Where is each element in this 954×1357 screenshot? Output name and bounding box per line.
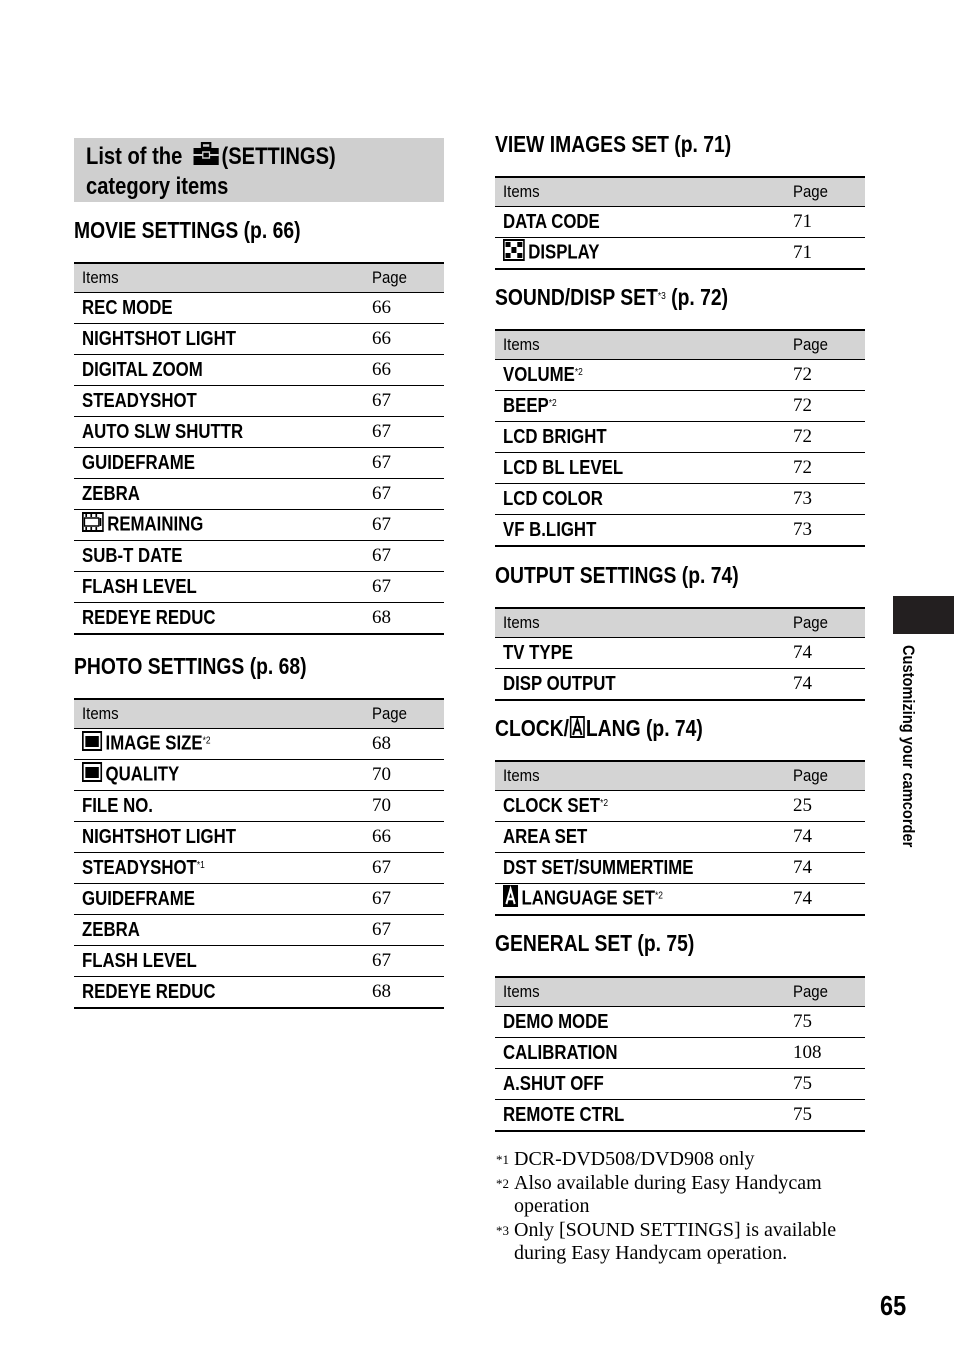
title-text-2: (SETTINGS) xyxy=(221,142,336,170)
item-label: QUALITY xyxy=(105,763,180,786)
item-label: NIGHTSHOT LIGHT xyxy=(82,825,236,848)
item-label: DISP OUTPUT xyxy=(503,672,616,695)
item-label: LCD BL LEVEL xyxy=(503,456,624,479)
item-label: FLASH LEVEL xyxy=(82,949,197,972)
item-label: AREA SET xyxy=(503,825,588,848)
view-images-section xyxy=(495,129,865,270)
page-cell: 66 xyxy=(364,822,444,853)
item-cell xyxy=(74,510,364,541)
item-cell xyxy=(74,448,364,479)
photo-settings-section xyxy=(74,651,444,1009)
column-header-items: Items xyxy=(74,699,364,729)
output-settings-heading: OUTPUT SETTINGS (p. 74) xyxy=(495,562,739,588)
item-cell xyxy=(495,1038,785,1069)
column-header-page: Page xyxy=(785,761,865,791)
page-cell: 75 xyxy=(785,1100,865,1132)
page-cell: 66 xyxy=(364,293,444,324)
column-header-items: Items xyxy=(495,977,785,1007)
item-cell xyxy=(495,453,785,484)
item-cell xyxy=(495,207,785,238)
movie-settings-heading: MOVIE SETTINGS (p. 66) xyxy=(74,217,301,243)
item-cell xyxy=(74,977,364,1009)
item-cell xyxy=(74,760,364,791)
item-cell xyxy=(74,386,364,417)
page-cell: 74 xyxy=(785,853,865,884)
page-cell: 75 xyxy=(785,1007,865,1038)
item-cell xyxy=(495,884,785,916)
page-cell: 67 xyxy=(364,448,444,479)
item-cell xyxy=(495,1007,785,1038)
item-label: BEEP xyxy=(503,394,549,417)
item-cell xyxy=(495,1069,785,1100)
item-label: IMAGE SIZE xyxy=(105,732,203,755)
item-label: CALIBRATION xyxy=(503,1041,618,1064)
item-label: NIGHTSHOT LIGHT xyxy=(82,327,236,350)
table-row xyxy=(495,669,865,701)
column-header-page: Page xyxy=(364,699,444,729)
table-row xyxy=(495,1007,865,1038)
item-cell xyxy=(74,946,364,977)
column-header-page: Page xyxy=(785,608,865,638)
item-label: AUTO SLW SHUTTR xyxy=(82,420,244,443)
item-cell xyxy=(495,360,785,391)
page-cell: 71 xyxy=(785,238,865,270)
page-cell: 72 xyxy=(785,422,865,453)
table-row xyxy=(74,324,444,355)
table-row xyxy=(74,729,444,760)
photo-mode-icon xyxy=(82,731,102,757)
table-row xyxy=(74,853,444,884)
table-header-row xyxy=(495,761,865,791)
page-cell: 67 xyxy=(364,853,444,884)
page-cell: 67 xyxy=(364,915,444,946)
item-cell xyxy=(74,479,364,510)
table-row xyxy=(495,1100,865,1132)
output-settings-section xyxy=(495,560,865,701)
table-header-row xyxy=(495,177,865,207)
item-label: FLASH LEVEL xyxy=(82,575,197,598)
language-a-icon xyxy=(570,715,585,745)
table-row xyxy=(74,572,444,603)
table-row xyxy=(74,479,444,510)
page-cell: 67 xyxy=(364,479,444,510)
table-row xyxy=(495,1069,865,1100)
photo-settings-table xyxy=(74,698,444,1009)
item-label: DISPLAY xyxy=(528,241,600,264)
item-label: LCD COLOR xyxy=(503,487,603,510)
item-cell xyxy=(74,603,364,635)
clock-lang-section xyxy=(495,713,865,916)
table-row xyxy=(74,791,444,822)
item-cell xyxy=(74,355,364,386)
table-row xyxy=(74,884,444,915)
item-label: DST SET/SUMMERTIME xyxy=(503,856,694,879)
item-label: LANGUAGE SET xyxy=(521,887,655,910)
section-title-box xyxy=(74,138,444,202)
column-header-page: Page xyxy=(785,977,865,1007)
item-label: LCD BRIGHT xyxy=(503,425,607,448)
page-cell: 68 xyxy=(364,977,444,1009)
table-row xyxy=(495,391,865,422)
footnote-marker: *2 xyxy=(600,797,609,809)
table-row xyxy=(495,360,865,391)
page-cell: 67 xyxy=(364,417,444,448)
page-cell: 68 xyxy=(364,603,444,635)
page-cell: 74 xyxy=(785,884,865,916)
page-cell: 70 xyxy=(364,791,444,822)
item-label: GUIDEFRAME xyxy=(82,887,195,910)
item-label: REDEYE REDUC xyxy=(82,980,216,1003)
page-cell: 67 xyxy=(364,884,444,915)
table-header-row xyxy=(495,977,865,1007)
item-label: VOLUME xyxy=(503,363,575,386)
table-row xyxy=(74,603,444,635)
table-row xyxy=(495,453,865,484)
clock-lang-table xyxy=(495,760,865,916)
table-header-row xyxy=(74,263,444,293)
table-header-row xyxy=(74,699,444,729)
item-label: STEADYSHOT xyxy=(82,856,197,879)
item-cell xyxy=(74,791,364,822)
column-header-items: Items xyxy=(495,608,785,638)
item-label: A.SHUT OFF xyxy=(503,1072,604,1095)
item-label: REMOTE CTRL xyxy=(503,1103,625,1126)
table-row xyxy=(495,791,865,822)
item-label: FILE NO. xyxy=(82,794,153,817)
item-label: ZEBRA xyxy=(82,918,140,941)
item-cell xyxy=(495,822,785,853)
table-row xyxy=(74,417,444,448)
table-row xyxy=(495,238,865,270)
footnote-mark: *1 xyxy=(496,1152,509,1167)
page-cell: 72 xyxy=(785,453,865,484)
item-label: DATA CODE xyxy=(503,210,600,233)
item-label: GUIDEFRAME xyxy=(82,451,195,474)
page-cell: 66 xyxy=(364,355,444,386)
grid-display-icon xyxy=(503,239,525,267)
table-row xyxy=(495,638,865,669)
table-row xyxy=(74,293,444,324)
footnote-text: Also available during Easy Handycam operation xyxy=(514,1171,822,1217)
column-header-items: Items xyxy=(495,330,785,360)
page-cell: 67 xyxy=(364,386,444,417)
language-a-icon xyxy=(503,885,518,913)
item-cell xyxy=(74,853,364,884)
sound-disp-heading: SOUND/DISP SET$^{*3}$ (p. 72) xyxy=(495,284,729,310)
table-row xyxy=(495,207,865,238)
footnote-item xyxy=(496,1219,866,1266)
table-row xyxy=(495,822,865,853)
page-cell: 74 xyxy=(785,638,865,669)
sound-disp-section xyxy=(495,282,865,547)
page-cell: 67 xyxy=(364,510,444,541)
item-cell xyxy=(74,822,364,853)
table-header-row xyxy=(495,608,865,638)
item-label: VF B.LIGHT xyxy=(503,518,597,541)
photo-settings-heading: PHOTO SETTINGS (p. 68) xyxy=(74,653,307,679)
item-cell xyxy=(74,541,364,572)
film-strip-icon xyxy=(82,512,104,538)
page-cell: 70 xyxy=(364,760,444,791)
footnote-mark: *3 xyxy=(496,1222,509,1238)
general-set-section xyxy=(495,928,865,1132)
item-label: DEMO MODE xyxy=(503,1010,609,1033)
chapter-tab xyxy=(893,596,954,634)
table-row xyxy=(74,822,444,853)
table-row xyxy=(495,484,865,515)
page-cell: 72 xyxy=(785,360,865,391)
table-header-row xyxy=(495,330,865,360)
item-cell xyxy=(495,484,785,515)
item-cell xyxy=(74,324,364,355)
item-cell xyxy=(495,669,785,701)
item-cell xyxy=(495,238,785,270)
clock-lang-heading: CLOCK/ LANG (p. 74) xyxy=(495,713,806,743)
table-row xyxy=(74,510,444,541)
column-header-page: Page xyxy=(785,330,865,360)
page-cell: 67 xyxy=(364,541,444,572)
footnote-item xyxy=(496,1148,866,1172)
page-cell: 25 xyxy=(785,791,865,822)
chapter-side-label: Customizing your camcorder xyxy=(899,645,918,848)
footnote-text: Only [SOUND SETTINGS] is available during Easy Handycam operation. xyxy=(514,1218,837,1264)
footnote-marker: *1 xyxy=(196,859,205,871)
page-cell: 75 xyxy=(785,1069,865,1100)
page-cell: 74 xyxy=(785,669,865,701)
footnote-mark: *2 xyxy=(496,1175,509,1191)
page-cell: 108 xyxy=(785,1038,865,1069)
page-cell: 73 xyxy=(785,484,865,515)
table-row xyxy=(74,946,444,977)
view-images-table xyxy=(495,176,865,270)
page-cell: 74 xyxy=(785,822,865,853)
table-row xyxy=(74,541,444,572)
footnote-marker: *2 xyxy=(202,735,211,747)
page-cell: 71 xyxy=(785,207,865,238)
table-row xyxy=(495,422,865,453)
footnote-marker: *2 xyxy=(574,366,583,378)
item-label: STEADYSHOT xyxy=(82,389,197,412)
table-row xyxy=(74,448,444,479)
item-label: SUB-T DATE xyxy=(82,544,183,567)
toolbox-icon xyxy=(193,142,220,173)
item-label: DIGITAL ZOOM xyxy=(82,358,203,381)
page-cell: 72 xyxy=(785,391,865,422)
item-label: TV TYPE xyxy=(503,641,574,664)
footnote-text: DCR-DVD508/DVD908 only xyxy=(514,1148,755,1170)
item-cell xyxy=(74,417,364,448)
general-set-table xyxy=(495,976,865,1132)
table-row xyxy=(495,853,865,884)
movie-settings-section xyxy=(74,215,444,635)
item-cell xyxy=(74,915,364,946)
item-cell xyxy=(495,515,785,547)
item-label: CLOCK SET xyxy=(503,794,601,817)
page-cell: 73 xyxy=(785,515,865,547)
view-images-heading: VIEW IMAGES SET (p. 71) xyxy=(495,131,732,157)
item-cell xyxy=(74,884,364,915)
footnotes xyxy=(496,1148,866,1266)
item-cell xyxy=(495,422,785,453)
table-row xyxy=(74,760,444,791)
item-label: REC MODE xyxy=(82,296,173,319)
item-cell xyxy=(74,729,364,760)
page-number: 65 xyxy=(880,1290,907,1321)
movie-settings-table xyxy=(74,262,444,635)
page-cell: 66 xyxy=(364,324,444,355)
item-label: REDEYE REDUC xyxy=(82,606,216,629)
column-header-items: Items xyxy=(495,177,785,207)
column-header-items: Items xyxy=(74,263,364,293)
footnote-marker: *2 xyxy=(548,397,557,409)
item-label: REMAINING xyxy=(107,513,204,536)
column-header-page: Page xyxy=(364,263,444,293)
table-row xyxy=(74,386,444,417)
table-row xyxy=(495,1038,865,1069)
general-set-heading: GENERAL SET (p. 75) xyxy=(495,930,695,956)
column-header-page: Page xyxy=(785,177,865,207)
table-row xyxy=(74,915,444,946)
item-cell xyxy=(74,572,364,603)
item-label: ZEBRA xyxy=(82,482,140,505)
sound-disp-table xyxy=(495,329,865,547)
item-cell xyxy=(74,293,364,324)
item-cell xyxy=(495,853,785,884)
table-row xyxy=(74,977,444,1009)
title-text-3: category items xyxy=(86,173,229,200)
footnote-marker: *2 xyxy=(654,890,663,902)
item-cell xyxy=(495,1100,785,1132)
table-row xyxy=(495,884,865,916)
output-settings-table xyxy=(495,607,865,701)
page-cell: 67 xyxy=(364,572,444,603)
table-row xyxy=(495,515,865,547)
item-cell xyxy=(495,791,785,822)
table-row xyxy=(74,355,444,386)
title-text-1: List of the xyxy=(86,142,183,170)
photo-mode-icon xyxy=(82,762,102,788)
item-cell xyxy=(495,391,785,422)
column-header-items: Items xyxy=(495,761,785,791)
page-cell: 68 xyxy=(364,729,444,760)
item-cell xyxy=(495,638,785,669)
footnote-item xyxy=(496,1172,866,1219)
page-cell: 67 xyxy=(364,946,444,977)
